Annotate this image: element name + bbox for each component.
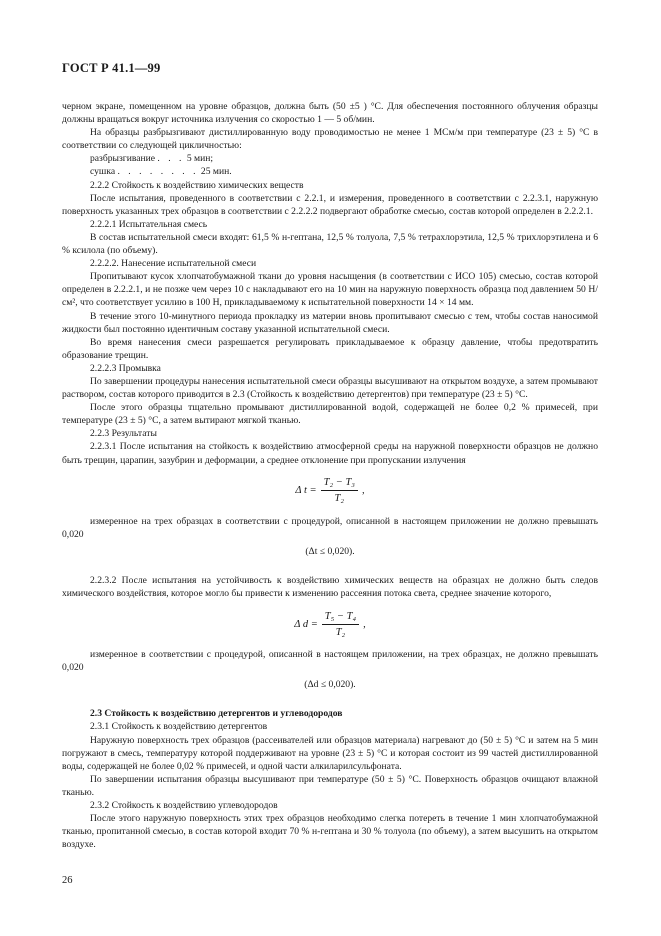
fraction: $\frac{\text{T₂ − T₃}}{\text{T₂}}$ [321, 476, 358, 505]
formula-delta-t: Δ t = $\frac{\text{T₂ − T₃}}{\text{T₂}}$ , [295, 477, 365, 505]
fraction: $\frac{\text{T₅ − T₄}}{\text{T₂}}$ [322, 610, 359, 639]
paragraph: 2.2.3.1 После испытания на стойкость к воздействию атмосферной среды на наружной поверхности образцов не должно быть трещин, царапин, зазубрин и деформации, а среднее отклонение при пропускании излучения [62, 441, 598, 466]
paragraph: 2.2.3.2 После испытания на устойчивость к воздействию химических веществ на образцах не должно быть следов химического воздействия, которое могло бы привести к изменению рассеяния потока света, среднее значение которого, [62, 574, 598, 599]
paragraph: После этого образцы тщательно промывают дистиллированной водой, содержащей не более 0,2 % примесей, при температуре (23 ± 5) °С, а затем вытирают мягкой тканью. [62, 402, 598, 427]
section-heading: 2.3.2 Стойкость к воздействию углеводородов [90, 800, 278, 812]
list-item: разбрызгивание . . . 5 мин; [90, 153, 214, 165]
paragraph: После этого наружную поверхность этих трех образцов необходимо слегка потереть в течение 1 мин хлопчатобумажной тканью, пропитанной смесью, в состав которой входит 70 % н-гептана и 30 % толуола (по объему), а затем высушить на открытом воздухе. [62, 813, 598, 851]
condition-delta-t: (Δt ≤ 0,020). [305, 545, 355, 557]
paragraph: Во время нанесения смеси разрешается регулировать прикладываемое к образцу давление, чтобы предотвратить образование трещин. [62, 336, 598, 361]
section-heading: 2.2.2.3 Промывка [90, 362, 161, 374]
section-heading: 2.3 Стойкость к воздействию детергентов и углеводородов [90, 708, 343, 720]
paragraph: измеренное на трех образцах в соответствии с процедурой, описанной в настоящем приложении не должно превышать 0,020 [62, 515, 598, 540]
document-header: ГОСТ Р 41.1—99 [62, 61, 161, 75]
paragraph: Пропитывают кусок хлопчатобумажной ткани до уровня насыщения (в соответствии с ИСО 105) смесью, состав которой определен в 2.2.2.1, и не позже чем через 10 с накладывают его на 10 мин на наружную поверхность образца под давлением 50 Н/см², что соответствует усилию в 100 Н, прикладываемому к испытательной поверхности 14 × 14 мм. [62, 271, 598, 309]
section-heading: 2.2.2 Стойкость к воздействию химических веществ [90, 179, 304, 191]
document-body [62, 100, 598, 851]
paragraph: Наружную поверхность трех образцов (рассеивателей или образцов материала) нагревают до (50 ± 5) °С и затем на 5 мин погружают в смесь, температуру которой поддерживают на уровне (23 ± 5) °С и которая состоит из 99 частей дистиллированной воды, содержащей не более 0,02 % примесей, и одной части алкиларилсульфоната. [62, 734, 598, 772]
paragraph: После испытания, проведенного в соответствии с 2.2.1, и измерения, проведенного в соответствии с 2.2.3.1, наружную поверхность указанных трех образцов в соответствии с 2.2.2.2 подвергают обработке смесью, состав которой определен в 2.2.2.1. [62, 192, 598, 217]
paragraph: В течение этого 10-минутного периода прокладку из материи вновь пропитывают смесью с тем, чтобы состав наносимой жидкости был постоянно идентичным составу указанной испытательной смеси. [62, 310, 598, 335]
cycle-list [62, 152, 598, 178]
section-heading: 2.2.3 Результаты [90, 428, 157, 440]
condition-delta-d: (Δd ≤ 0,020). [304, 679, 356, 691]
paragraph: По завершении испытания образцы высушивают при температуре (50 ± 5) °С. Поверхность образцов очищают влажной тканью. [62, 773, 598, 798]
paragraph: По завершении процедуры нанесения испытательной смеси образцы высушивают на открытом воздухе, а затем промывают раствором, состав которого приводится в 2.3 (Стойкость к воздействию детергентов) при температуре (23 ± 5) °С. [62, 375, 598, 401]
paragraph: черном экране, помещенном на уровне образцов, должна быть (50 ±5 ) °С. Для обеспечения постоянного облучения образцы должны вращаться вокруг источника излучения со скоростью 1 — 5 об/мин. [62, 101, 598, 126]
formula-delta-d: Δ d = $\frac{\text{T₅ − T₄}}{\text{T₂}}$ , [294, 610, 366, 638]
paragraph: На образцы разбрызгивают дистиллированную воду проводимостью не менее 1 МСм/м при температуре (23 ± 5) °С в соответствии со следующей цикличностью: [62, 127, 598, 152]
list-item: сушка . . . . . . . . 25 мин. [90, 166, 232, 178]
section-heading: 2.3.1 Стойкость к воздействию детергентов [90, 721, 268, 733]
section-heading: 2.2.2.2. Нанесение испытательной смеси [90, 258, 257, 270]
section-heading: 2.2.2.1 Испытательная смесь [90, 218, 208, 230]
paragraph: измеренное в соответствии с процедурой, описанной в настоящем приложении, на трех образцах, не должно превышать 0,020 [62, 649, 598, 674]
paragraph: В состав испытательной смеси входят: 61,5 % н-гептана, 12,5 % толуола, 7,5 % тетрахлорэтила, 12,5 % трихлорэтилена и 6 % ксилола (по объему). [62, 231, 598, 257]
page-number: 26 [62, 875, 73, 886]
